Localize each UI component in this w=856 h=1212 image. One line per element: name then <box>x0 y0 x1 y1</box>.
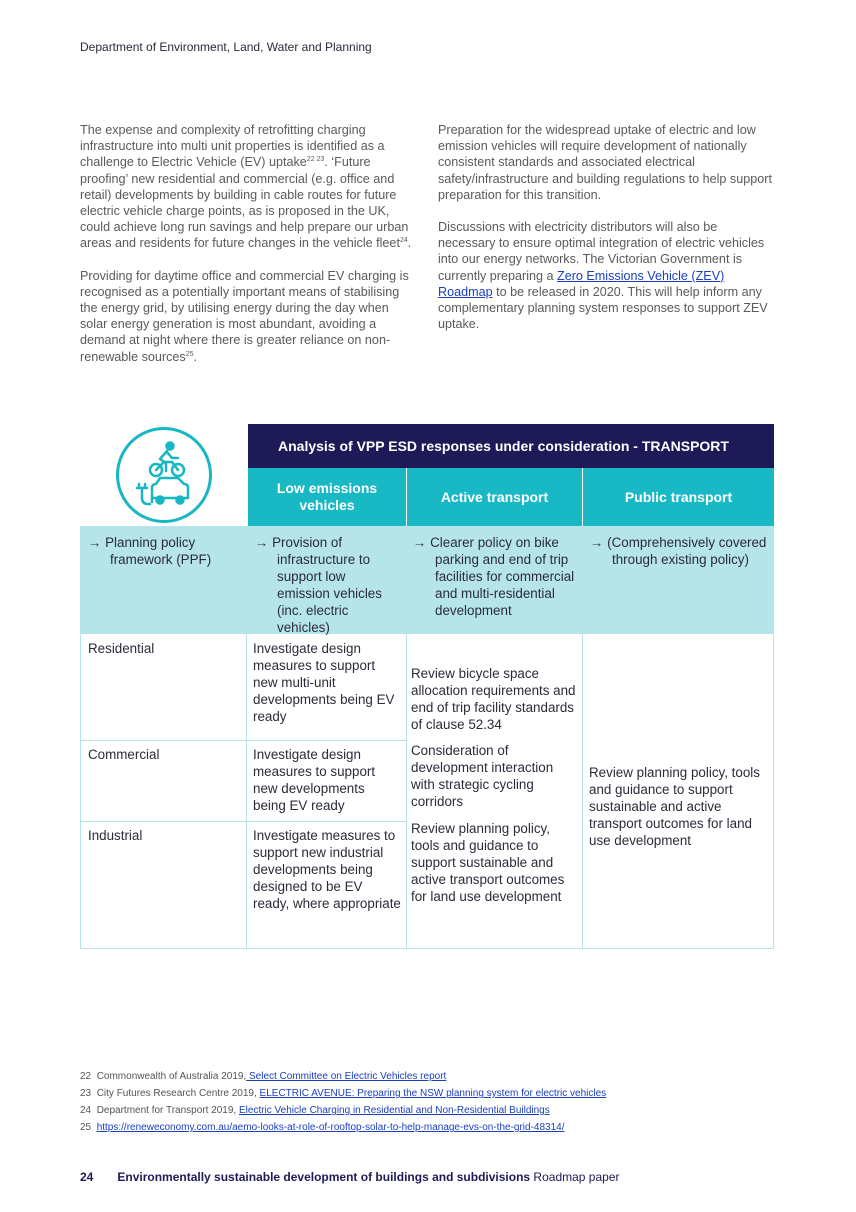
footer-title-bold: Environmentally sustainable development of buildings and subdivisions <box>117 1170 531 1184</box>
left-paragraph-2: Providing for daytime office and commercial EV charging is recognised as a potentially important means of stabilising the energy grid, by utilising energy during the day when solar energy generation is most abundant, avoiding a demand at night where there is greater reliance on non-renewable sources$^{25}$. <box>80 268 409 364</box>
zev-roadmap-link[interactable]: Zero Emissions Vehicle (ZEV) Roadmap <box>438 268 725 299</box>
active-transport-item-3: Review planning policy, tools and guidance to support sustainable and active transport outcomes for land use development <box>411 821 565 904</box>
ppf-low-emissions: → Provision of infrastructure to support low emission vehicles (inc. electric vehicles) <box>255 535 382 635</box>
footnote-ref-24: 24 <box>399 237 408 245</box>
left-column <box>80 122 418 381</box>
table-col-divider-2 <box>406 634 407 949</box>
footnote-22-link[interactable]: Select Committee on Electric Vehicles report <box>246 1071 447 1082</box>
public-transport-merged: Review planning policy, tools and guidance to support sustainable and active transport outcomes for land use development <box>589 765 760 848</box>
row-label-industrial: Industrial <box>88 828 143 843</box>
table-border-left <box>80 634 81 949</box>
commercial-low-emissions: Investigate design measures to support new developments being EV ready <box>253 747 376 813</box>
department-header: Department of Environment, Land, Water and Planning <box>80 40 372 54</box>
ppf-public-transport: → (Comprehensively covered through existing policy) <box>590 535 767 567</box>
table-row-divider-2 <box>80 821 406 822</box>
right-paragraph-2: Discussions with electricity distributors will also be necessary to ensure optimal integration of electric vehicles into our energy networks. The Victorian Government is currently preparing a Zero Emissions Vehicle (ZEV) Roadmap to be released in 2020. This will help inform any complementary planning system responses to support ZEV uptake. <box>438 220 768 332</box>
ppf-label: → Planning policy framework (PPF) <box>88 535 212 567</box>
table-title: Analysis of VPP ESD responses under consideration - TRANSPORT <box>248 424 774 468</box>
footnote-23: 23 City Futures Research Centre 2019, ELECTRIC AVENUE: Preparing the NSW planning system for electric vehicles <box>80 1088 607 1099</box>
footnote-ref-22-23: 22 23 <box>306 156 325 164</box>
left-paragraph-1: The expense and complexity of retrofitting charging infrastructure into multi unit properties is identified as a challenge to Electric Vehicle (EV) uptake$^{22 23}$. ‘Future proofing’ new residential and commercial (e.g. office and retail) developments by building in cable routes for future electric vehicle charge points, as is proposed in the UK, could achieve long run savings and help prepare our urban areas and residents for future changes in the vehicle fleet$^{24}$. <box>80 123 412 251</box>
footnote-25-link[interactable]: https://reneweconomy.com.au/aemo-looks-at-role-of-rooftop-solar-to-help-manage-evs-on-the-grid-48314/ <box>96 1122 565 1133</box>
column-header-low-emissions: Low emissions vehicles <box>248 468 406 526</box>
footnote-23-link[interactable]: ELECTRIC AVENUE: Preparing the NSW planning system for electric vehicles <box>259 1088 607 1099</box>
active-transport-item-2: Consideration of development interaction with strategic cycling corridors <box>411 743 554 809</box>
row-label-commercial: Commercial <box>88 747 160 762</box>
industrial-low-emissions: Investigate measures to support new industrial developments being designed to be EV ready, where appropriate <box>253 828 401 911</box>
table-col-divider-3 <box>582 634 583 949</box>
cyclist-and-car-icon <box>116 427 212 523</box>
footnote-24-link[interactable]: Electric Vehicle Charging in Residential and Non-Residential Buildings <box>239 1105 550 1116</box>
column-header-active-transport: Active transport <box>407 468 582 526</box>
footnote-ref-25: 25 <box>185 350 194 358</box>
page-number: 24 <box>80 1170 94 1184</box>
table-border-right <box>773 634 774 949</box>
table-border-bottom <box>80 948 774 949</box>
active-transport-item-1: Review bicycle space allocation requirements and end of trip facility standards of clause 52.34 <box>411 666 576 732</box>
footnote-22: 22 Commonwealth of Australia 2019, Select Committee on Electric Vehicles report <box>80 1071 447 1082</box>
transport-icon-cell <box>80 424 248 526</box>
footnotes <box>80 1068 606 1136</box>
right-paragraph-1: Preparation for the widespread uptake of electric and low emission vehicles will require development of nationally consistent standards and associated electrical safety/infrastructure and building regulations to help support preparation for this transition. <box>438 123 772 202</box>
table-col-divider-1 <box>246 634 247 949</box>
footnote-25: 25 https://reneweconomy.com.au/aemo-looks-at-role-of-rooftop-solar-to-help-manage-evs-on-the-grid-48314/ <box>80 1122 565 1133</box>
right-column <box>438 122 778 348</box>
column-header-public-transport: Public transport <box>583 468 774 526</box>
page-footer <box>80 1170 619 1184</box>
footer-title-rest: Roadmap paper <box>530 1170 620 1184</box>
ppf-active-transport: → Clearer policy on bike parking and end of trip facilities for commercial and multi-residential development <box>413 535 575 618</box>
residential-low-emissions: Investigate design measures to support new multi-unit developments being EV ready <box>253 641 395 724</box>
row-label-residential: Residential <box>88 641 155 656</box>
footnote-24: 24 Department for Transport 2019, Electric Vehicle Charging in Residential and Non-Residential Buildings <box>80 1105 550 1116</box>
table-row-divider-1 <box>80 740 406 741</box>
